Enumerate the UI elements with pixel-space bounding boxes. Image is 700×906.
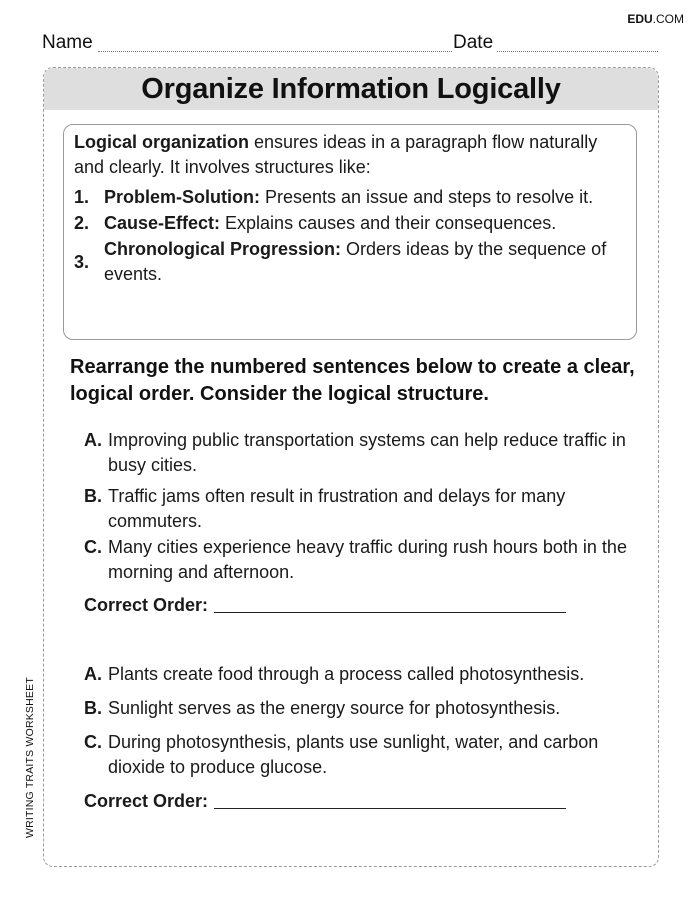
structure-number: 2. xyxy=(74,213,90,233)
name-label: Name xyxy=(42,32,93,53)
structure-term: Chronological Progression: xyxy=(104,239,342,259)
sentence-item xyxy=(84,696,644,721)
sentence-letter: C. xyxy=(84,732,102,752)
title-bar xyxy=(44,68,658,110)
answer-line[interactable] xyxy=(214,612,566,613)
sentence-item xyxy=(84,535,644,585)
structure-list xyxy=(74,185,626,287)
brand-suffix: .COM xyxy=(652,12,684,26)
structure-text xyxy=(104,237,626,287)
sentence-text: Plants create food through a process called photosynthesis. xyxy=(108,664,585,684)
structure-text xyxy=(104,211,626,236)
info-intro-term: Logical organization xyxy=(74,132,250,152)
sentence-letter: A. xyxy=(84,664,102,684)
info-intro-text: ensures ideas in a paragraph flow naturally and clearly. It involves structures like: xyxy=(74,132,598,177)
sentence-letter: A. xyxy=(84,430,102,450)
sentence-text: Many cities experience heavy traffic during rush hours both in the morning and afternoon. xyxy=(108,537,627,582)
structure-item xyxy=(74,211,626,236)
structure-item xyxy=(74,185,626,210)
sentence-letter: B. xyxy=(84,486,102,506)
structure-desc: Explains causes and their consequences. xyxy=(220,213,557,233)
brand-name: EDU xyxy=(627,12,653,26)
instructions: Rearrange the numbered sentences below to create a clear, logical order. Consider the logical structure. xyxy=(70,356,635,405)
sentence-item xyxy=(84,428,644,478)
structure-term: Cause-Effect: xyxy=(104,213,221,233)
answer-row xyxy=(84,791,644,812)
structure-number: 1. xyxy=(74,187,90,207)
brand-logo xyxy=(627,12,684,26)
sentence-item xyxy=(84,484,644,534)
info-intro xyxy=(74,130,626,180)
answer-label: Correct Order: xyxy=(84,595,209,615)
structure-number: 3. xyxy=(74,251,90,272)
date-field[interactable] xyxy=(497,51,658,52)
sentence-letter: B. xyxy=(84,698,102,718)
page-title: Organize Information Logically xyxy=(141,72,561,105)
structure-text xyxy=(104,185,626,210)
sentence-text: Traffic jams often result in frustration and delays for many commuters. xyxy=(108,486,566,531)
structure-desc: Presents an issue and steps to resolve it. xyxy=(260,187,594,207)
name-field[interactable] xyxy=(98,51,480,52)
answer-line[interactable] xyxy=(214,808,566,809)
sentence-item xyxy=(84,730,644,780)
side-label: WRITING TRAITS WORKSHEET xyxy=(24,677,36,838)
worksheet-panel xyxy=(43,67,659,867)
structure-term: Problem-Solution: xyxy=(104,187,260,207)
sentence-text: During photosynthesis, plants use sunlight, water, and carbon dioxide to produce glucose. xyxy=(108,732,599,777)
info-box xyxy=(63,124,637,340)
date-label: Date xyxy=(453,32,494,53)
answer-row xyxy=(84,595,644,616)
sentence-item xyxy=(84,662,644,687)
sentence-text: Improving public transportation systems can help reduce traffic in busy cities. xyxy=(108,430,626,475)
exercise-2 xyxy=(84,662,644,812)
sentence-letter: C. xyxy=(84,537,102,557)
exercise-1 xyxy=(84,428,644,616)
structure-item xyxy=(74,237,626,287)
name-date-row xyxy=(42,32,658,54)
structure-desc: Orders ideas by the sequence of events. xyxy=(104,239,607,284)
sentence-text: Sunlight serves as the energy source for photosynthesis. xyxy=(108,698,561,718)
answer-label: Correct Order: xyxy=(84,791,209,811)
